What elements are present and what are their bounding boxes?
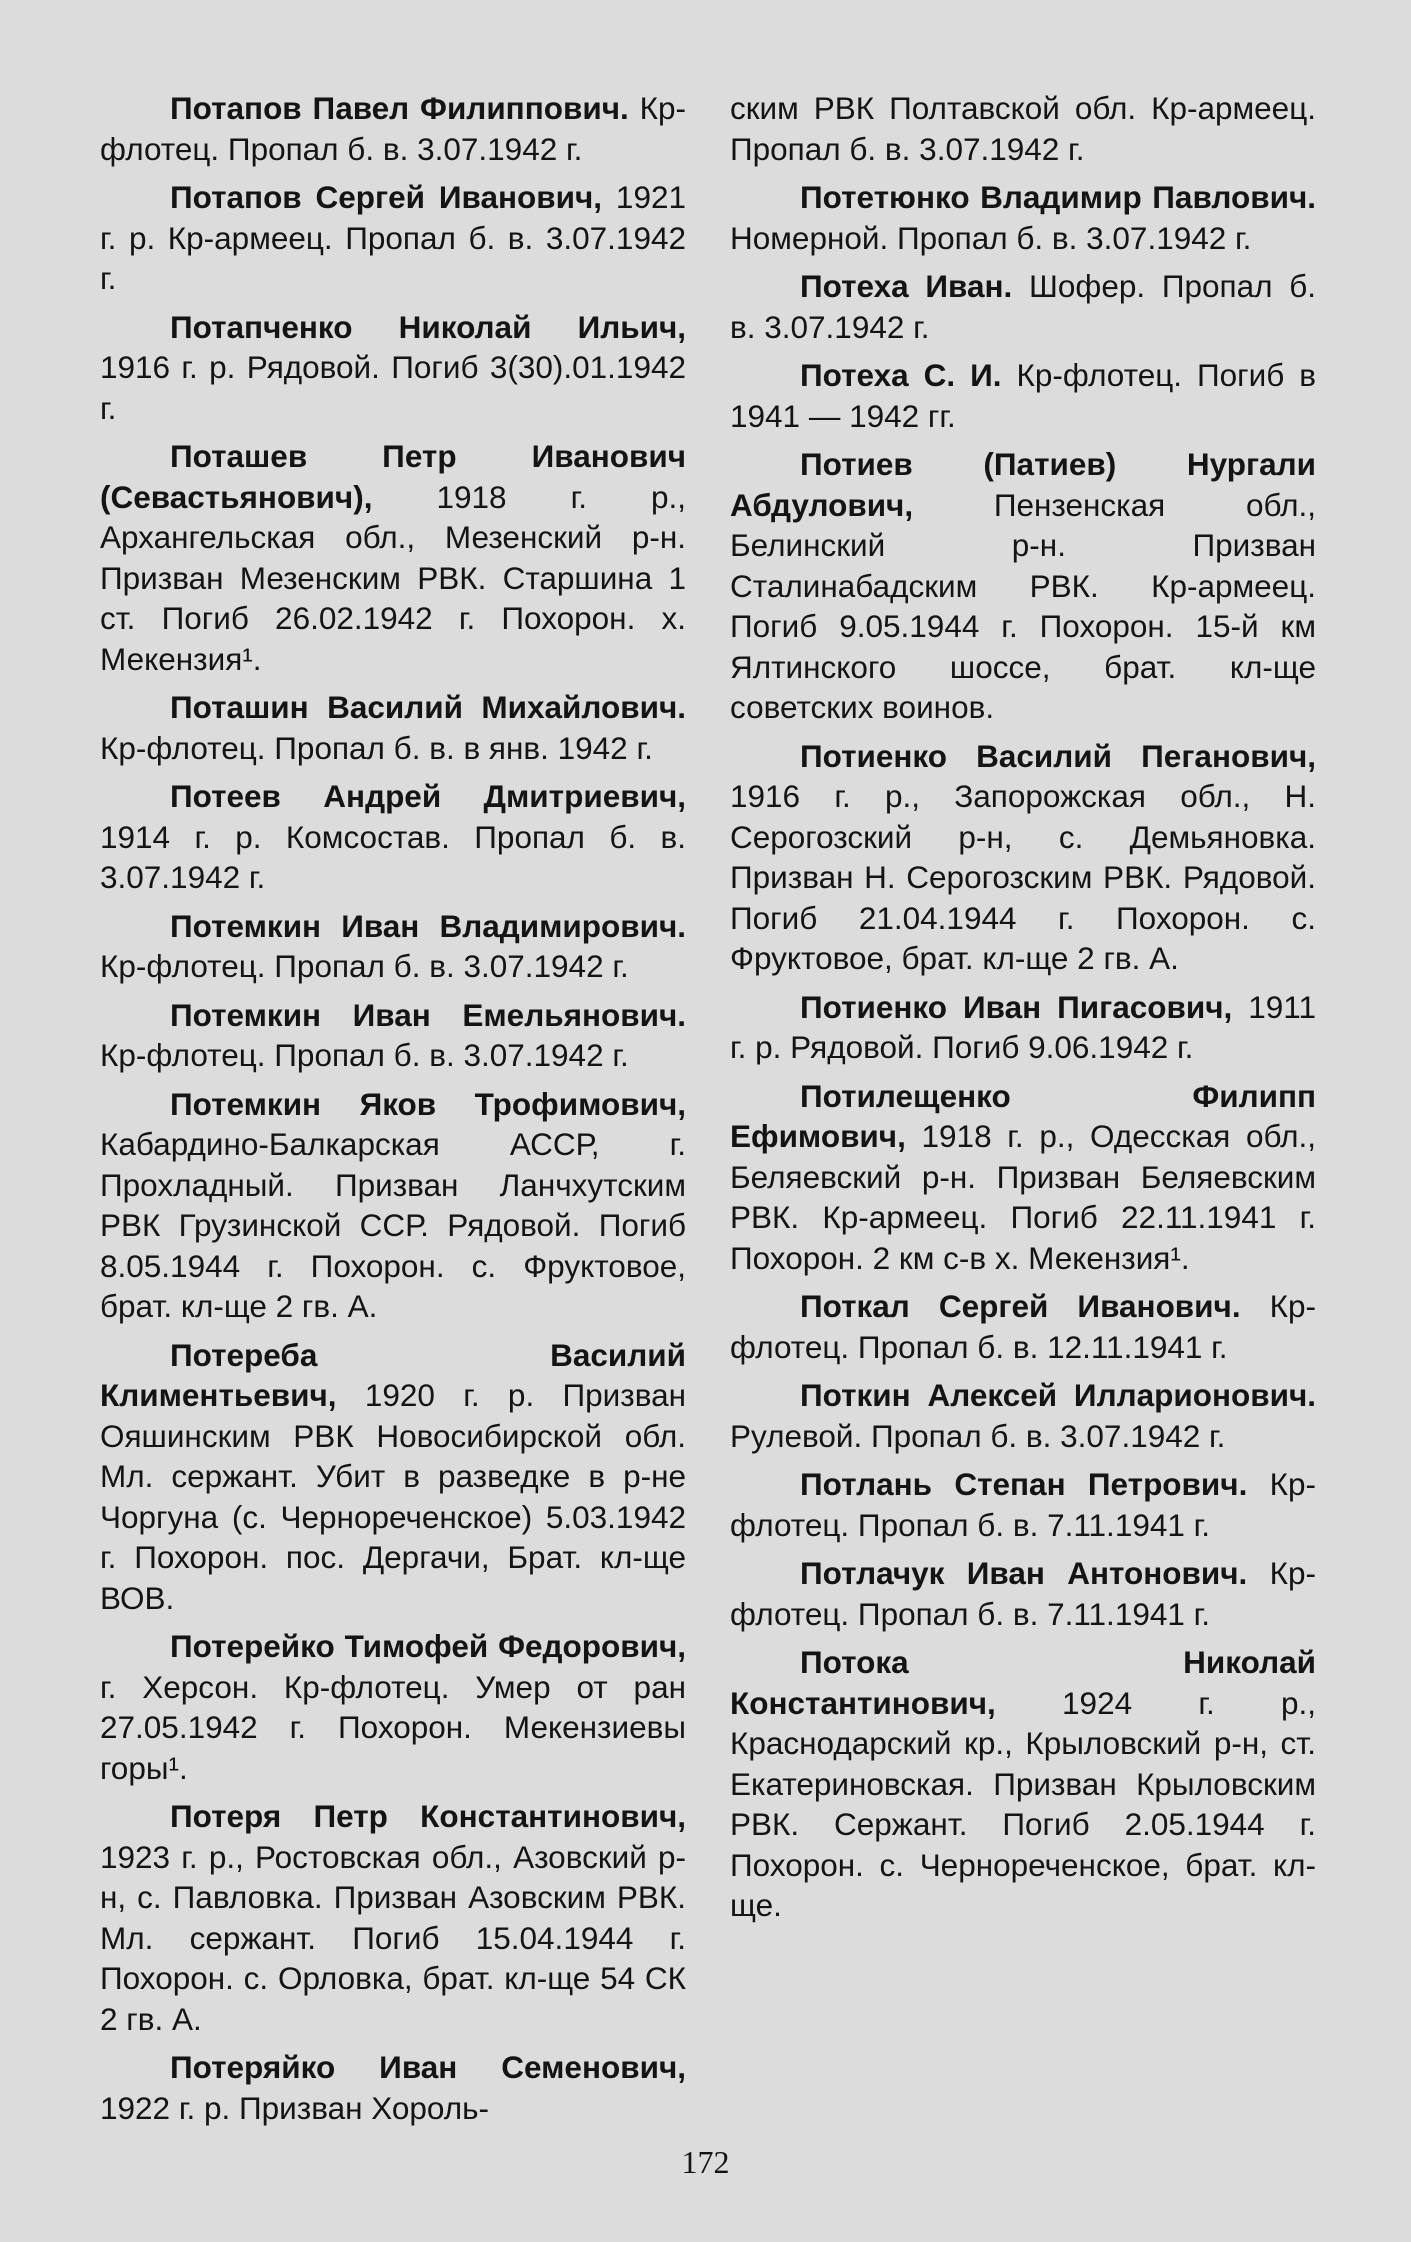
entry-text: Кабардино-Балкарская АССР, г. Прохладный. Призван Ланчхутским РВК Грузинской ССР. Рядовой. Погиб 8.05.1944 г. Похорон. с. Фруктовое, брат. кл-ще 2 гв. А.: [100, 1126, 686, 1324]
entry-name: Поташев Петр Иванович (Севастьянович),: [100, 438, 686, 515]
entry-name: Потеря Петр Константинович,: [170, 1798, 686, 1834]
entry: [100, 687, 686, 768]
entry-name: Потемкин Иван Емельянович.: [170, 996, 686, 1033]
entry-text: 1914 г. р. Комсостав. Пропал б. в. 3.07.1942 г.: [100, 818, 686, 895]
entry-text: Кр-флотец. Погиб в 1941 — 1942 гг.: [730, 357, 1316, 434]
entry-text: г. Херсон. Кр-флотец. Умер от ран 27.05.1942 г. Похорон. Мекензиевы горы¹.: [100, 1668, 686, 1786]
entry-text: Кр-флотец. Пропал б. в. 3.07.1942 г.: [100, 90, 686, 167]
entry-name: Потока Николай Константинович,: [730, 1644, 1316, 1721]
entry-name: Потемкин Иван Владимирович.: [170, 907, 686, 944]
entry-name: Потереба Василий Климентьевич,: [100, 1336, 686, 1413]
entry: [730, 1553, 1316, 1634]
entry: [100, 177, 686, 299]
entry: [100, 1626, 686, 1788]
entry: [730, 1076, 1316, 1279]
entry-name: Потерейко Тимофей Федорович,: [170, 1628, 686, 1664]
entry-text: 1921 г. р. Кр-армеец. Пропал б. в. 3.07.1942 г.: [100, 179, 686, 296]
entry-name: Потиев (Патиев) Нургали Абдулович,: [730, 446, 1316, 523]
entry-name: Потиенко Иван Пигасович,: [800, 988, 1233, 1025]
entry-text: 1922 г. р. Призван Хороль-: [100, 2089, 490, 2126]
entry: [730, 987, 1316, 1068]
entry: [730, 355, 1316, 436]
entry-text: Рулевой. Пропал б. в. 3.07.1942 г.: [730, 1417, 1226, 1454]
entry-name: Потеев Андрей Дмитриевич,: [170, 778, 686, 814]
entry-name: Потлань Степан Петрович.: [800, 1466, 1248, 1502]
entry-name: Поткин Алексей Илларионович.: [800, 1377, 1316, 1413]
entry-text: Шофер. Пропал б. в. 3.07.1942 г.: [730, 268, 1316, 345]
entry: [100, 1796, 686, 2039]
entry-name: Поташин Василий Михайлович.: [170, 689, 686, 725]
entry: [100, 776, 686, 898]
entry: [100, 307, 686, 429]
entry: [100, 995, 686, 1076]
entry-name: Потемкин Яков Трофимович,: [170, 1085, 686, 1122]
entry-name: Потетюнко Владимир Павлович.: [800, 179, 1316, 215]
entry-name: Потапов Сергей Иванович,: [170, 179, 603, 215]
entry-text: Кр-флотец. Пропал б. в. в янв. 1942 г.: [100, 729, 653, 766]
entry: [100, 2047, 686, 2128]
page-number: 172: [681, 2144, 730, 2180]
entry-text: Номерной. Пропал б. в. 3.07.1942 г.: [730, 219, 1252, 256]
entry-text: Кр-флотец. Пропал б. в. 3.07.1942 г.: [100, 948, 629, 984]
entry-name: Потиенко Василий Пеганович,: [800, 737, 1316, 774]
entry-name: Потапов Павел Филиппович.: [170, 90, 629, 126]
right-column: [730, 88, 1316, 1934]
entry-text: 1916 г. р. Рядовой. Погиб 3(30).01.1942 г.: [100, 349, 686, 426]
entry-text: 1911 г. р. Рядовой. Погиб 9.06.1942 г.: [730, 988, 1316, 1065]
entry: [100, 1084, 686, 1327]
entry-name: Потеряйко Иван Семенович,: [170, 2049, 686, 2085]
entry-name: Потилещенко Филипп Ефимович,: [730, 1077, 1316, 1154]
entry-text: 1916 г. р., Запорожская обл., Н. Серогозский р-н, с. Демьяновка. Призван Н. Серогозским РВК. Рядовой. Погиб 21.04.1944 г. Похорон. с. Фруктовое, брат. кл-ще 2 гв. А.: [730, 778, 1316, 976]
entry-name: Потеха Иван.: [800, 268, 1013, 304]
entry-text: Кр-флотец. Пропал б. в. 12.11.1941 г.: [730, 1288, 1316, 1365]
entry-text: Кр-флотец. Пропал б. в. 3.07.1942 г.: [100, 1037, 629, 1073]
entry: [100, 436, 686, 679]
entry: [730, 1642, 1316, 1926]
entry: [730, 1286, 1316, 1367]
entry-text: Кр-флотец. Пропал б. в. 7.11.1941 г.: [730, 1555, 1316, 1632]
entry: [730, 1375, 1316, 1456]
entry-name: Поткал Сергей Иванович.: [800, 1288, 1241, 1324]
entry-name: Потапченко Николай Ильич,: [170, 308, 686, 345]
left-column: [100, 88, 686, 2136]
entry-text: Кр-флотец. Пропал б. в. 7.11.1941 г.: [730, 1466, 1316, 1543]
entry: [100, 88, 686, 169]
entry-name: Потеха С. И.: [800, 357, 1002, 393]
entry-text: 1923 г. р., Ростовская обл., Азовский р-н, с. Павловка. Призван Азовским РВК. Мл. сержант. Погиб 15.04.1944 г. Похорон. с. Орловка, брат. кл-ще 54 СК 2 гв. А.: [100, 1838, 686, 2037]
entry-text: 1924 г. р., Краснодарский кр., Крыловский р-н, ст. Екатериновская. Призван Крыловским РВК. Сержант. Погиб 2.05.1944 г. Похорон. с. Чернореченское, брат. кл-ще.: [730, 1684, 1316, 1923]
entry: [730, 266, 1316, 347]
entry-name: Потлачук Иван Антонович.: [800, 1555, 1248, 1591]
entry-text: Пензенская обл., Белинский р-н. Призван Сталинабадским РВК. Кр-армеец. Погиб 9.05.1944 г. Похорон. 15-й км Ялтинского шоссе, брат. кл-ще советских воинов.: [730, 486, 1316, 725]
entry-text: 1918 г. р., Архангельская обл., Мезенский р-н. Призван Мезенским РВК. Старшина 1 ст. Погиб 26.02.1942 г. Похорон. х. Мекензия¹.: [100, 478, 686, 677]
entry: [730, 177, 1316, 258]
entry: [730, 736, 1316, 979]
entry: [100, 906, 686, 987]
entry-text: 1918 г. р., Одесская обл., Беляевский р-н. Призван Беляевским РВК. Кр-армеец. Погиб 22.11.1941 г. Похорон. 2 км с-в х. Мекензия¹.: [730, 1118, 1316, 1276]
entry-text: 1920 г. р. Призван Ояшинским РВК Новосибирской обл. Мл. сержант. Убит в разведке в р-не Чоргуна (с. Чернореченское) 5.03.1942 г. Похорон. пос. Дергачи, Брат. кл-ще ВОВ.: [100, 1377, 686, 1616]
entry: [730, 444, 1316, 728]
entry: [730, 1464, 1316, 1545]
continuation-text: ским РВК Полтавской обл. Кр-армеец. Пропал б. в. 3.07.1942 г.: [730, 90, 1316, 167]
entry: [100, 1335, 686, 1619]
